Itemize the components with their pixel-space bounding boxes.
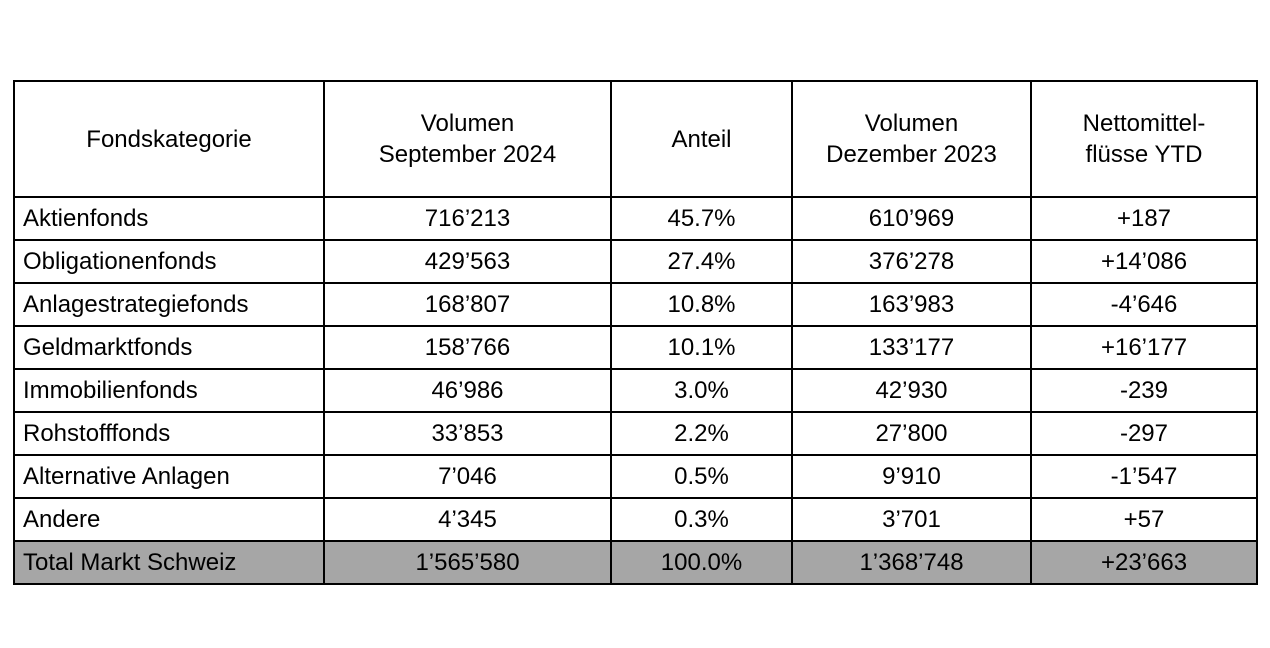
share-cell: 3.0% — [611, 369, 792, 412]
vol-sep-2024-cell: 168’807 — [324, 283, 611, 326]
net-flows-ytd-cell: -239 — [1031, 369, 1257, 412]
total-vol-dec-2023-cell: 1’368’748 — [792, 541, 1031, 584]
share-cell: 45.7% — [611, 197, 792, 240]
fund-category-table — [13, 80, 1258, 585]
header-row — [14, 81, 1257, 197]
total-net-flows-ytd-cell: +23’663 — [1031, 541, 1257, 584]
vol-sep-2024-cell: 716’213 — [324, 197, 611, 240]
share-cell: 10.1% — [611, 326, 792, 369]
vol-dec-2023-cell: 42’930 — [792, 369, 1031, 412]
vol-dec-2023-cell: 163’983 — [792, 283, 1031, 326]
share-cell: 27.4% — [611, 240, 792, 283]
header-line: Nettomittel- — [1082, 110, 1206, 137]
vol-sep-2024-cell: 46’986 — [324, 369, 611, 412]
category-cell: Anlagestrategiefonds — [14, 283, 324, 326]
vol-dec-2023-cell: 610’969 — [792, 197, 1031, 240]
category-cell: Rohstofffonds — [14, 412, 324, 455]
header-line: September 2024 — [378, 141, 557, 168]
net-flows-ytd-cell: +14’086 — [1031, 240, 1257, 283]
category-cell: Geldmarktfonds — [14, 326, 324, 369]
net-flows-ytd-cell: +16’177 — [1031, 326, 1257, 369]
table-row — [14, 197, 1257, 240]
table-row — [14, 283, 1257, 326]
vol-sep-2024-cell: 158’766 — [324, 326, 611, 369]
vol-dec-2023-cell: 3’701 — [792, 498, 1031, 541]
header-anteil — [611, 81, 792, 197]
total-share-cell: 100.0% — [611, 541, 792, 584]
net-flows-ytd-cell: +57 — [1031, 498, 1257, 541]
table-body — [14, 197, 1257, 584]
net-flows-ytd-cell: -297 — [1031, 412, 1257, 455]
category-cell: Immobilienfonds — [14, 369, 324, 412]
table-row — [14, 369, 1257, 412]
vol-sep-2024-cell: 429’563 — [324, 240, 611, 283]
net-flows-ytd-cell: +187 — [1031, 197, 1257, 240]
total-row — [14, 541, 1257, 584]
table-row — [14, 326, 1257, 369]
share-cell: 2.2% — [611, 412, 792, 455]
total-category-cell: Total Markt Schweiz — [14, 541, 324, 584]
category-cell: Obligationenfonds — [14, 240, 324, 283]
category-cell: Alternative Anlagen — [14, 455, 324, 498]
header-line: Dezember 2023 — [826, 141, 997, 168]
vol-dec-2023-cell: 133’177 — [792, 326, 1031, 369]
total-vol-sep-2024-cell: 1’565’580 — [324, 541, 611, 584]
header-line: Fondskategorie — [86, 125, 252, 153]
vol-dec-2023-cell: 27’800 — [792, 412, 1031, 455]
table-row — [14, 455, 1257, 498]
header-fondskategorie — [14, 81, 324, 197]
header-line: flüsse YTD — [1085, 141, 1203, 168]
header-volumen-dezember-2023 — [792, 81, 1031, 197]
header-nettomittelfluesse-ytd — [1031, 81, 1257, 197]
vol-sep-2024-cell: 7’046 — [324, 455, 611, 498]
header-line: Volumen — [420, 110, 515, 137]
table-row — [14, 498, 1257, 541]
net-flows-ytd-cell: -4’646 — [1031, 283, 1257, 326]
header-line: Volumen — [864, 110, 959, 137]
share-cell: 0.5% — [611, 455, 792, 498]
category-cell: Aktienfonds — [14, 197, 324, 240]
vol-sep-2024-cell: 33’853 — [324, 412, 611, 455]
share-cell: 0.3% — [611, 498, 792, 541]
table-row — [14, 240, 1257, 283]
vol-sep-2024-cell: 4’345 — [324, 498, 611, 541]
header-line: Anteil — [671, 125, 732, 153]
table-row — [14, 412, 1257, 455]
header-volumen-september-2024 — [324, 81, 611, 197]
vol-dec-2023-cell: 376’278 — [792, 240, 1031, 283]
category-cell: Andere — [14, 498, 324, 541]
net-flows-ytd-cell: -1’547 — [1031, 455, 1257, 498]
vol-dec-2023-cell: 9’910 — [792, 455, 1031, 498]
share-cell: 10.8% — [611, 283, 792, 326]
